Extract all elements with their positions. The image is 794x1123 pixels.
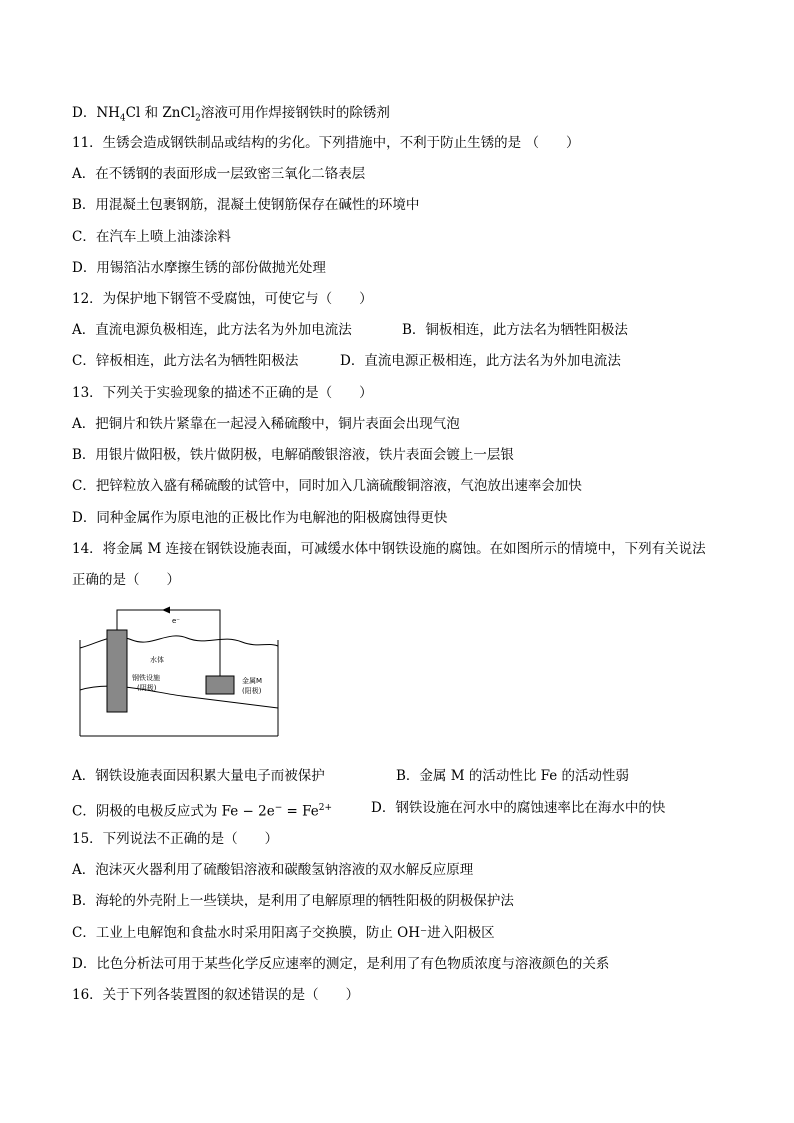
- electron-label: e⁻: [172, 617, 181, 625]
- q15-option-a: A．泡沫灭火器利用了硫酸铝溶液和碳酸氢钠溶液的双水解反应原理: [72, 862, 474, 878]
- q12-option-d: D．直流电源正极相连，此方法名为外加电流法: [340, 353, 621, 369]
- q15-stem: 15．下列说法不正确的是（ ）: [72, 831, 279, 847]
- q14-stem-line1: 14．将金属 M 连接在钢铁设施表面，可减缓水体中钢铁设施的腐蚀。在如图所示的情境中，下列有关说法: [72, 541, 706, 557]
- q14-option-d: D．钢铁设施在河水中的腐蚀速率比在海水中的快: [371, 800, 666, 816]
- q15-option-b: B．海轮的外壳附上一些镁块，是利用了电解原理的牺牲阳极的阴极保护法: [72, 893, 514, 909]
- q13-option-b: B．用银片做阳极，铁片做阴极，电解硝酸银溶液，铁片表面会镀上一层银: [72, 447, 514, 463]
- q14-option-b: B．金属 M 的活动性比 Fe 的活动性弱: [396, 768, 630, 784]
- q16-stem: 16．关于下列各装置图的叙述错误的是（ ）: [72, 987, 360, 1003]
- water-label: 水体: [150, 656, 164, 664]
- steel-cathode-label: (阴极): [137, 684, 157, 692]
- electron-flow-arrow: [162, 607, 170, 614]
- q10-option-d: D．$NH_4Cl$ 和 ZnCl$_2$溶液可用作焊接钢铁时的除锈剂: [72, 105, 390, 124]
- q11-option-c: C．在汽车上喷上油漆涂料: [72, 229, 231, 245]
- q13-option-a: A．把铜片和铁片紧靠在一起浸入稀硫酸中，铜片表面会出现气泡: [72, 416, 460, 432]
- metal-anode-label: (阳极): [242, 687, 262, 695]
- q13-option-c: C．把锌粒放入盛有稀硫酸的试管中，同时加入几滴硫酸铜溶液，气泡放出速率会加快: [72, 478, 582, 494]
- q11-option-a: A．在不锈钢的表面形成一层致密三氧化二铬表层: [72, 166, 366, 182]
- q14-option-a: A．钢铁设施表面因积累大量电子而被保护: [72, 768, 325, 784]
- q11-stem: 11．生锈会造成钢铁制品或结构的劣化。下列措施中，不利于防止生锈的是 （ ）: [72, 135, 580, 151]
- q13-stem: 13．下列关于实验现象的描述不正确的是（ ）: [72, 385, 373, 401]
- q12-option-a: A．直流电源负极相连，此方法名为外加电流法: [72, 322, 352, 338]
- steel-label: 钢铁设施: [132, 674, 160, 682]
- q14-option-c: C．阴极的电极反应式为 $Fe - 2e^- = Fe^{2+}$: [72, 803, 333, 820]
- q13-option-d: D．同种金属作为原电池的正极比作为电解池的阳极腐蚀得更快: [72, 510, 448, 526]
- q12-stem: 12．为保护地下钢管不受腐蚀，可使它与（ ）: [72, 291, 373, 307]
- q11-option-d: D．用锡箔沾水摩擦生锈的部份做抛光处理: [72, 260, 326, 276]
- metal-label: 金属M: [242, 677, 263, 685]
- metal-m: [206, 676, 234, 694]
- wire: [117, 610, 220, 676]
- q14-stem-line2: 正确的是（ ）: [72, 572, 180, 588]
- steel-facility: [107, 630, 127, 712]
- q12-option-c: C．锌板相连，此方法名为牺牲阳极法: [72, 353, 299, 369]
- q14-figure: [72, 602, 286, 738]
- q12-option-b: B．铜板相连，此方法名为牺牲阳极法: [402, 322, 628, 338]
- q15-option-d: D．比色分析法可用于某些化学反应速率的测定，是利用了有色物质浓度与溶液颜色的关系: [72, 956, 610, 972]
- q15-option-c: C．工业上电解饱和食盐水时采用阳离子交换膜，防止 OH⁻进入阳极区: [72, 925, 495, 941]
- q11-option-b: B．用混凝土包裹钢筋，混凝土使钢筋保存在碱性的环境中: [72, 197, 420, 213]
